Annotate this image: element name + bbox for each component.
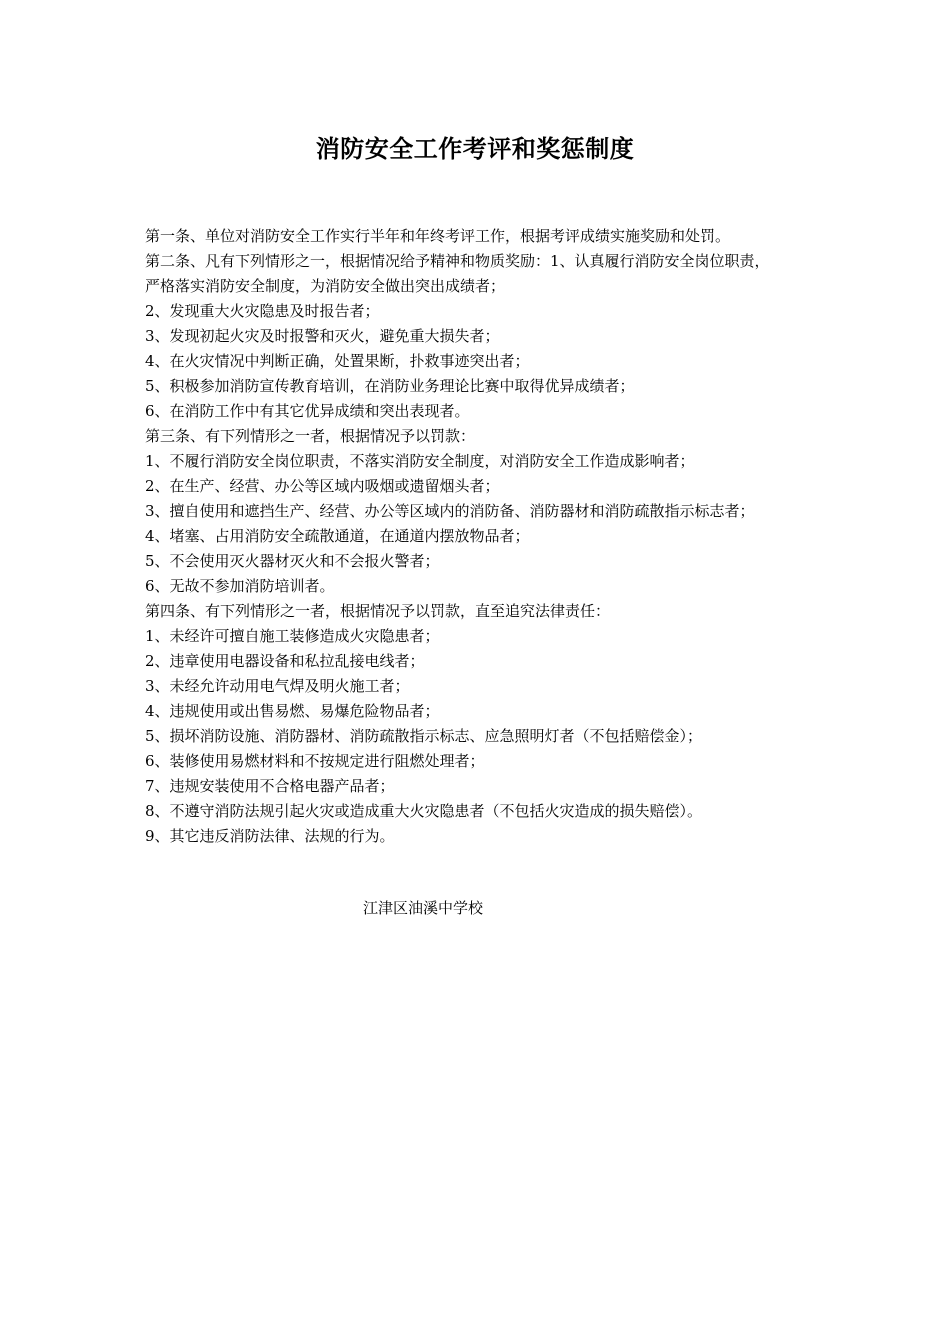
body-line: 3、发现初起火灾及时报警和灭火，避免重大损失者；: [145, 327, 500, 345]
body-line: 2、违章使用电器设备和私拉乱接电线者；: [145, 652, 425, 670]
body-line: 6、无故不参加消防培训者。: [145, 577, 335, 595]
body-line: 7、违规安装使用不合格电器产品者；: [145, 777, 395, 795]
body-line: 3、未经允许动用电气焊及明火施工者；: [145, 677, 410, 695]
body-line: 8、不遵守消防法规引起火灾或造成重大火灾隐患者（不包括火灾造成的损失赔偿）。: [145, 802, 703, 820]
body-line: 3、擅自使用和遮挡生产、经营、办公等区域内的消防备、消防器材和消防疏散指示标志者；: [145, 502, 755, 520]
body-line: 9、其它违反消防法律、法规的行为。: [145, 827, 395, 845]
body-line: 1、未经许可擅自施工装修造成火灾隐患者；: [145, 627, 440, 645]
body-line: 第一条、单位对消防安全工作实行半年和年终考评工作，根据考评成绩实施奖励和处罚。: [145, 227, 731, 245]
body-line: 第四条、有下列情形之一者，根据情况予以罚款，直至追究法律责任：: [145, 602, 611, 620]
body-line: 2、在生产、经营、办公等区域内吸烟或遗留烟头者；: [145, 477, 500, 495]
body-line: 5、损坏消防设施、消防器材、消防疏散指示标志、应急照明灯者（不包括赔偿金）；: [145, 727, 703, 745]
body-line: 5、积极参加消防宣传教育培训，在消防业务理论比赛中取得优异成绩者；: [145, 377, 635, 395]
body-line: 4、违规使用或出售易燃、易爆危险物品者；: [145, 702, 440, 720]
document-title: 消防安全工作考评和奖惩制度: [315, 134, 635, 163]
body-line: 严格落实消防安全制度，为消防安全做出突出成绩者；: [145, 277, 506, 295]
body-line: 6、在消防工作中有其它优异成绩和突出表现者。: [145, 402, 470, 420]
body-line: 5、不会使用灭火器材灭火和不会报火警者；: [145, 552, 440, 570]
body-line: 4、堵塞、占用消防安全疏散通道，在通道内摆放物品者；: [145, 527, 530, 545]
body-line: 第二条、凡有下列情形之一，根据情况给予精神和物质奖励：1、认真履行消防安全岗位职责，: [145, 252, 770, 270]
body-line: 4、在火灾情况中判断正确，处置果断，扑救事迹突出者；: [145, 352, 530, 370]
body-line: 第三条、有下列情形之一者，根据情况予以罚款：: [145, 427, 476, 445]
body-line: 1、不履行消防安全岗位职责，不落实消防安全制度，对消防安全工作造成影响者；: [145, 452, 695, 470]
document-body: [145, 224, 815, 849]
signature-school-name: 江津区油溪中学校: [363, 899, 484, 917]
body-line: 6、装修使用易燃材料和不按规定进行阻燃处理者；: [145, 752, 485, 770]
body-line: 2、发现重大火灾隐患及时报告者；: [145, 302, 380, 320]
